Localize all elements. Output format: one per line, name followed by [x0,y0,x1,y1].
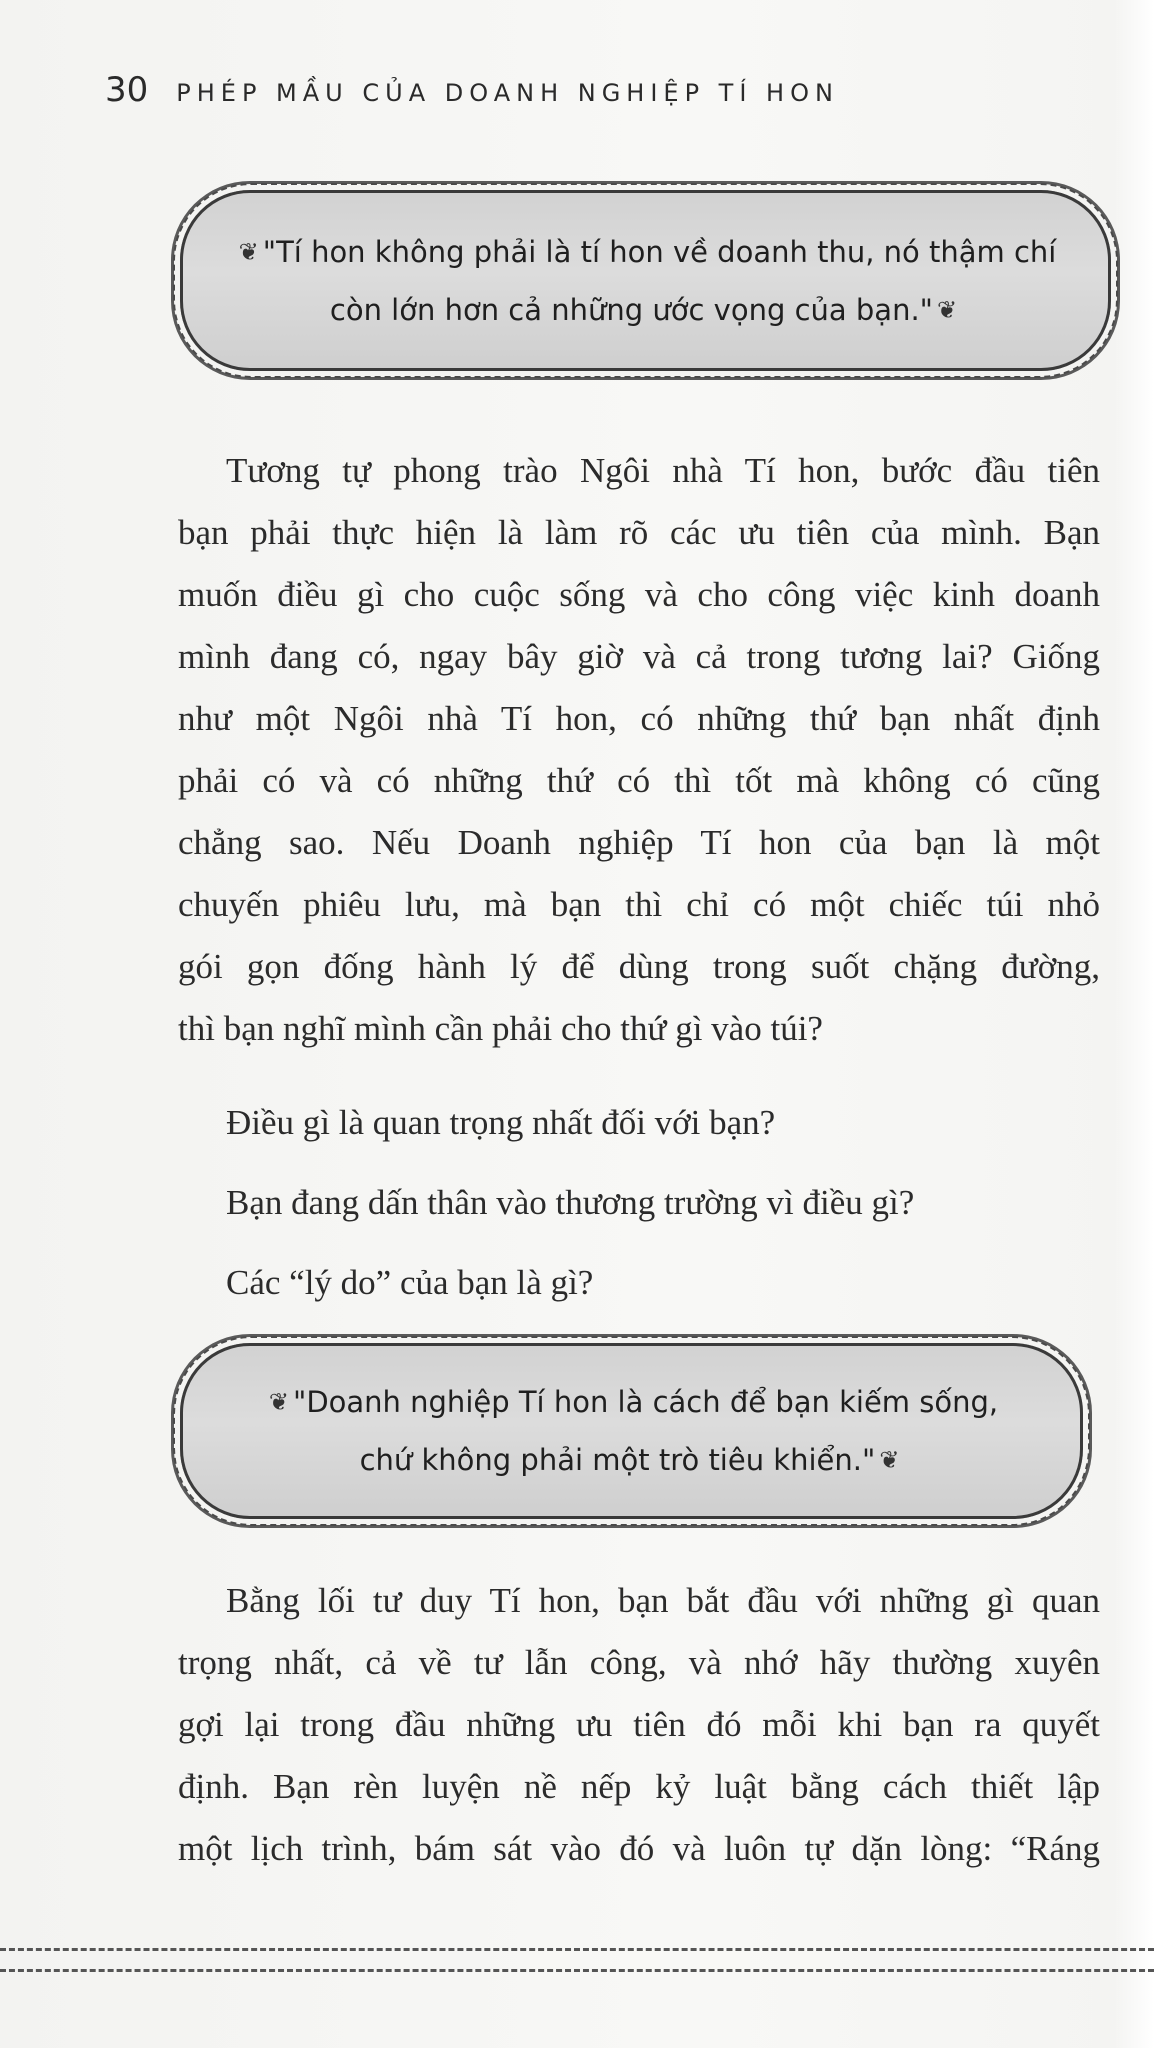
question-item: Điều gì là quan trọng nhất đối với bạn? [226,1103,776,1142]
paragraph-line: chuyến phiêu lưu, mà bạn thì chỉ có một chiếc túi nhỏ [178,885,1100,924]
decorative-footer-border [0,1948,1154,1972]
pull-quote-2 [180,1343,1083,1519]
paragraph-line: Tương tự phong trào Ngôi nhà Tí hon, bước đầu tiên [226,451,1100,490]
paragraph-line: Bằng lối tư duy Tí hon, bạn bắt đầu với những gì quan [226,1581,1100,1620]
page-header [105,70,839,130]
question-list [226,1083,914,1323]
paragraph-line: chẳng sao. Nếu Doanh nghiệp Tí hon của bạn là một [178,823,1100,862]
paragraph-line: thì bạn nghĩ mình cần phải cho thứ gì vào túi? [178,1009,823,1048]
running-title: PHÉP MẦU CỦA DOANH NGHIỆP TÍ HON [176,79,839,107]
pull-quote-2-line-2: chứ không phải một trò tiêu khiển." ❦ [360,1431,904,1489]
paragraph-line: bạn phải thực hiện là làm rõ các ưu tiên của mình. Bạn [178,513,1100,552]
paragraph-line: phải có và có những thứ có thì tốt mà không có cũng [178,761,1100,800]
flower-ornament-icon: ❦ [268,1388,289,1416]
paragraph-1 [178,440,1100,1060]
question-item: Bạn đang dấn thân vào thương trường vì điều gì? [226,1183,915,1222]
paragraph-line: gói gọn đống hành lý để dùng trong suốt chặng đường, [178,947,1100,986]
pull-quote-1-line-1: ❦ "Tí hon không phải là tí hon về doanh thu, nó thậm chí [235,223,1057,281]
flower-ornament-icon: ❦ [937,295,958,324]
paragraph-line: một lịch trình, bám sát vào đó và luôn tự dặn lòng: “Ráng [178,1829,1100,1868]
page-number: 30 [105,70,149,110]
paragraph-line: định. Bạn rèn luyện nề nếp kỷ luật bằng cách thiết lập [178,1767,1100,1806]
paragraph-line: gợi lại trong đầu những ưu tiên đó mỗi khi bạn ra quyết [178,1705,1100,1744]
flower-ornament-icon: ❦ [879,1446,900,1474]
flower-ornament-icon: ❦ [238,237,259,266]
paragraph-line: muốn điều gì cho cuộc sống và cho công việc kinh doanh [178,575,1100,614]
paragraph-line: trọng nhất, cả về tư lẫn công, và nhớ hãy thường xuyên [178,1643,1100,1682]
paragraph-line: như một Ngôi nhà Tí hon, có những thứ bạn nhất định [178,699,1100,738]
pull-quote-2-line-1: ❦ "Doanh nghiệp Tí hon là cách để bạn kiếm sống, [265,1373,998,1431]
paragraph-2 [178,1570,1100,1880]
page-edge-shadow [1114,0,1154,2048]
pull-quote-1 [180,190,1111,371]
paragraph-line: mình đang có, ngay bây giờ và cả trong tương lai? Giống [178,637,1100,676]
pull-quote-1-line-2: còn lớn hơn cả những ước vọng của bạn." ❦ [330,281,961,339]
question-item: Các “lý do” của bạn là gì? [226,1263,594,1302]
